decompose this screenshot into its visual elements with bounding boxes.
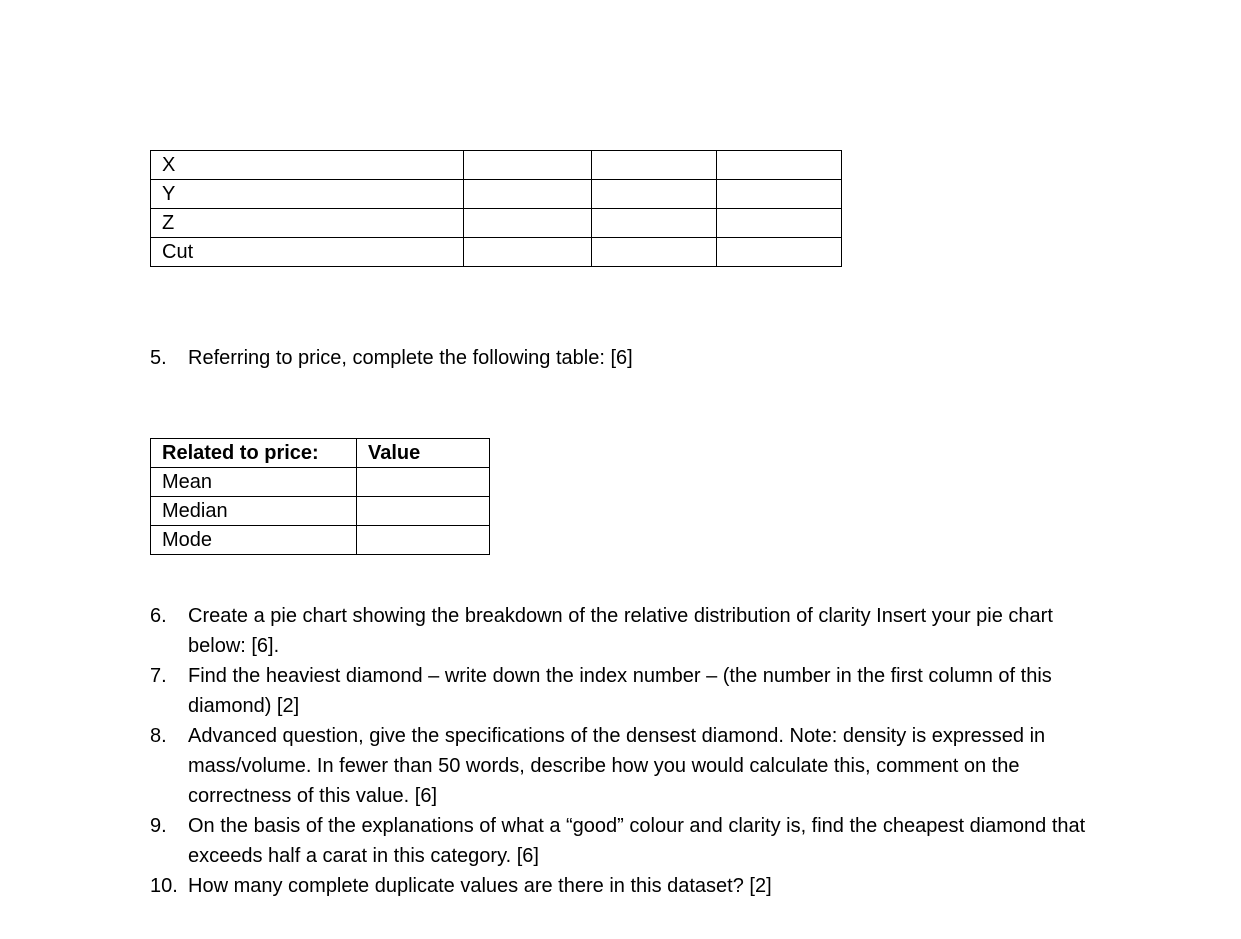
question-text: How many complete duplicate values are there in this dataset? [2]	[188, 875, 772, 897]
row-label-mean: Mean	[151, 468, 357, 497]
question-text: Find the heaviest diamond – write down the index number – (the number in the first column of this diamond) [2]	[188, 665, 1052, 717]
table-cell	[464, 180, 592, 209]
dimensions-table	[150, 150, 842, 267]
question-text: Create a pie chart showing the breakdown of the relative distribution of clarity Insert your pie chart below: [6].	[188, 605, 1053, 657]
header-value: Value	[357, 439, 490, 468]
table-row	[151, 180, 842, 209]
table-cell	[717, 151, 842, 180]
table-row	[151, 151, 842, 180]
table-cell	[592, 209, 717, 238]
question-number: 10.	[150, 875, 178, 897]
question-number: 6.	[150, 605, 167, 627]
question-6	[150, 601, 1095, 661]
table-row	[151, 468, 490, 497]
table-cell	[717, 180, 842, 209]
table-cell	[717, 238, 842, 267]
question-number: 8.	[150, 725, 167, 747]
row-label-x: X	[151, 151, 464, 180]
question-8	[150, 721, 1095, 811]
row-label-median: Median	[151, 497, 357, 526]
question-10	[150, 871, 1095, 901]
row-label-y: Y	[151, 180, 464, 209]
table-cell	[464, 151, 592, 180]
table-cell	[464, 238, 592, 267]
header-related-to-price: Related to price:	[151, 439, 357, 468]
question-list	[150, 601, 1095, 901]
question-text: Advanced question, give the specifications of the densest diamond. Note: density is expressed in mass/volume. In fewer than 50 words, describe how you would calculate this, comment on the correctness of this value. [6]	[188, 725, 1046, 807]
table-cell	[717, 209, 842, 238]
table-header-row	[151, 439, 490, 468]
table-cell	[592, 151, 717, 180]
question-text: On the basis of the explanations of what a “good” colour and clarity is, find the cheapest diamond that exceeds half a carat in this category. [6]	[188, 815, 1086, 867]
table-cell	[592, 180, 717, 209]
question-9	[150, 811, 1095, 871]
table-row	[151, 526, 490, 555]
table-row	[151, 497, 490, 526]
table-cell	[592, 238, 717, 267]
row-label-z: Z	[151, 209, 464, 238]
table-row	[151, 209, 842, 238]
table-cell	[357, 468, 490, 497]
table-row	[151, 238, 842, 267]
question-text: Referring to price, complete the following table: [6]	[188, 347, 633, 369]
question-number: 7.	[150, 665, 167, 687]
row-label-cut: Cut	[151, 238, 464, 267]
question-7	[150, 661, 1095, 721]
question-number: 5.	[150, 347, 167, 369]
question-number: 9.	[150, 815, 167, 837]
table-cell	[464, 209, 592, 238]
table-cell	[357, 526, 490, 555]
price-table	[150, 438, 490, 555]
table-cell	[357, 497, 490, 526]
row-label-mode: Mode	[151, 526, 357, 555]
question-5	[150, 343, 1095, 373]
